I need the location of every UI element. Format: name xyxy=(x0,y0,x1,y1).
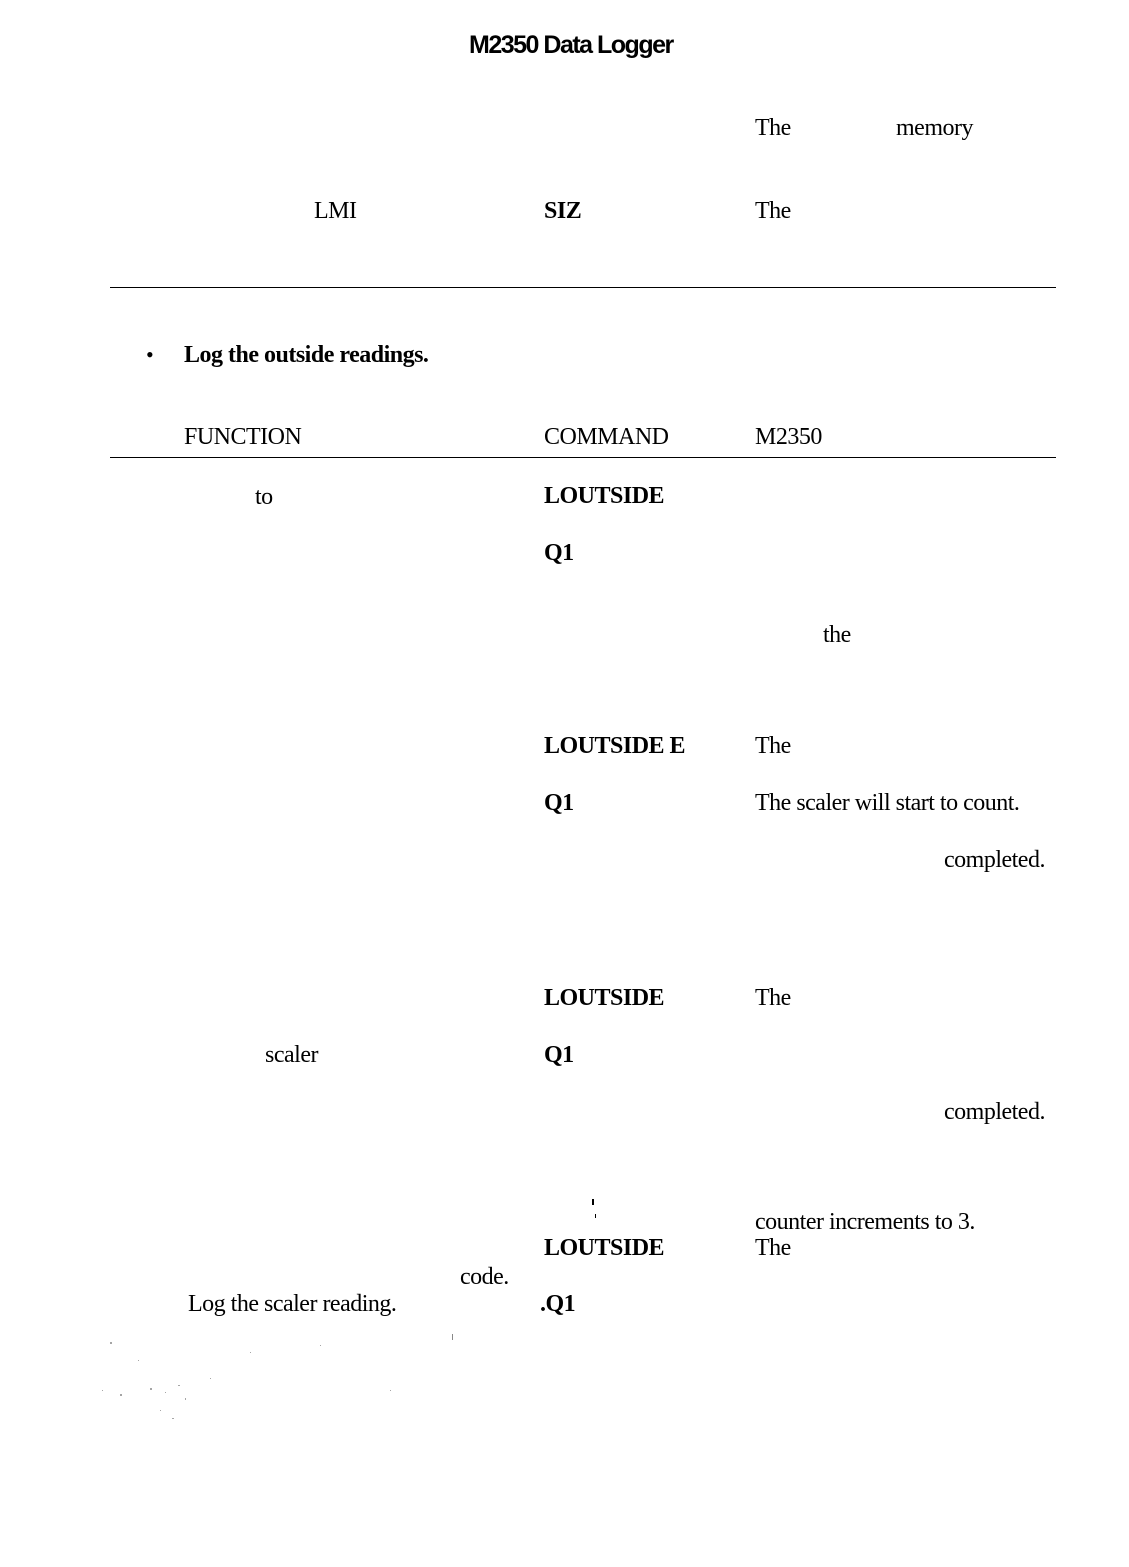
table-cell-response: The xyxy=(755,733,791,759)
table-cell-response: completed. xyxy=(944,847,1045,873)
top-row-1-col3: The xyxy=(755,115,791,141)
table-cell-response: counter increments to 3. xyxy=(755,1209,975,1235)
scan-noise xyxy=(90,1330,450,1440)
top-row-1-col3b: memory xyxy=(896,115,973,141)
table-cell-command: LOUTSIDE xyxy=(544,1235,665,1261)
table-cell-function: code. xyxy=(460,1264,509,1290)
table-cell-function: to xyxy=(255,484,273,510)
column-header-function: FUNCTION xyxy=(184,424,302,450)
table-cell-response: the xyxy=(823,622,851,648)
table-cell-command: Q1 xyxy=(544,790,574,816)
table-cell-command: Q1 xyxy=(544,540,574,566)
table-cell-command: LOUTSIDE xyxy=(544,483,665,509)
table-header-divider xyxy=(110,457,1056,458)
table-cell-command: .Q1 xyxy=(540,1291,576,1317)
column-header-command: COMMAND xyxy=(544,424,669,450)
stray-mark xyxy=(592,1199,594,1205)
table-cell-function: scaler xyxy=(265,1042,318,1068)
table-cell-response: The scaler will start to count. xyxy=(755,790,1020,816)
table-cell-response: completed. xyxy=(944,1099,1045,1125)
section-divider xyxy=(110,287,1056,288)
page-title: M2350 Data Logger xyxy=(469,31,673,59)
table-cell-function: Log the scaler reading. xyxy=(188,1291,397,1317)
column-header-m2350: M2350 xyxy=(755,424,822,450)
bullet-heading: Log the outside readings. xyxy=(184,342,429,368)
bullet-marker: • xyxy=(146,342,154,367)
top-row-2-col3: The xyxy=(755,198,791,224)
table-cell-response: The xyxy=(755,1235,791,1261)
top-row-2-col2: SIZ xyxy=(544,198,582,224)
table-cell-command: LOUTSIDE xyxy=(544,985,665,1011)
table-cell-command: LOUTSIDE E xyxy=(544,733,686,759)
table-cell-command: Q1 xyxy=(544,1042,574,1068)
table-cell-response: The xyxy=(755,985,791,1011)
stray-mark xyxy=(595,1214,596,1218)
top-row-2-col1: LMI xyxy=(314,198,357,224)
